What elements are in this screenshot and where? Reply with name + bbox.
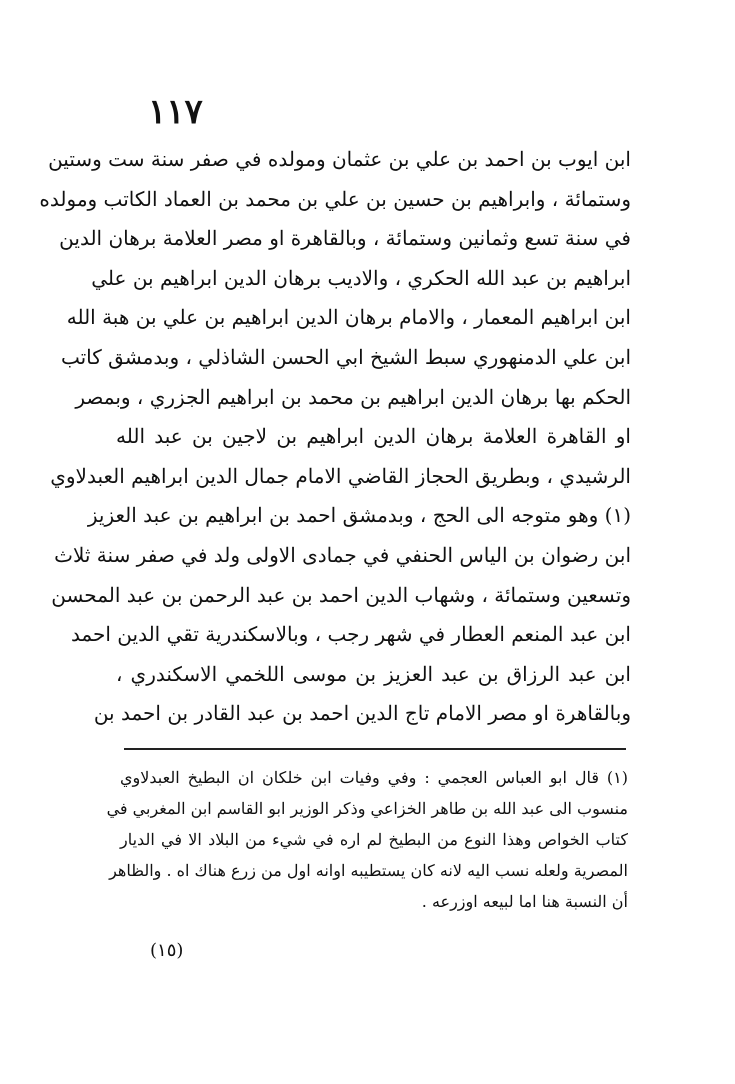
- footnote-line: (١) قال ابو العباس العجمي : وفي وفيات ابن خلكان ان البطيخ العبدلاوي: [120, 768, 628, 787]
- footnote-line: المصرية ولعله نسب اليه لانه كان يستطيبه اوانه اول من زرع هناك اه . والظاهر: [109, 861, 628, 880]
- text-line: في سنة تسع وثمانين وستمائة ، وبالقاهرة او مصر العلامة برهان الدين: [59, 226, 631, 251]
- text-line: ابن عبد المنعم العطار في شهر رجب ، وبالاسكندرية تقي الدين احمد: [70, 622, 631, 647]
- text-line: ابن علي الدمنهوري سبط الشيخ ابي الحسن الشاذلي ، وبدمشق كاتب: [60, 344, 631, 369]
- text-line: الرشيدي ، وبطريق الحجاز القاضي الامام جمال الدين ابراهيم العبدلاوي: [50, 463, 631, 488]
- text-line: وبالقاهرة او مصر الامام تاج الدين احمد بن عبد القادر بن احمد بن: [93, 701, 631, 726]
- text-line: وستمائة ، وابراهيم بن حسين بن علي بن محمد بن العماد الكاتب ومولده: [39, 186, 631, 211]
- text-line: ابن ابراهيم المعمار ، والامام برهان الدين ابراهيم بن علي بن هبة الله: [66, 305, 631, 330]
- text-line: وتسعين وستمائة ، وشهاب الدين احمد بن عبد الرحمن بن عبد المحسن: [51, 582, 631, 607]
- text-line: (١) وهو متوجه الى الحج ، وبدمشق احمد بن ابراهيم بن عبد العزيز: [87, 503, 631, 528]
- footnote-rule: [124, 748, 626, 750]
- footnote-line: أن النسبة هنا اما لبيعه اوزرعه .: [421, 892, 628, 911]
- page-number: ١١٧: [148, 92, 203, 132]
- text-line: ابن ايوب بن احمد بن علي بن عثمان ومولده في صفر سنة ست وستين: [48, 147, 631, 171]
- main-text: [39, 140, 631, 734]
- text-line: ابن عبد الرزاق بن عبد العزيز بن موسى اللخمي الاسكندري ،: [116, 661, 631, 686]
- text-line: ابراهيم بن عبد الله الحكري ، والاديب برهان الدين ابراهيم بن علي: [91, 265, 631, 290]
- footnote-line: كتاب الخواص وهذا النوع من البطيخ لم اره في شيء من البلاد الا في الديار: [120, 830, 628, 849]
- text-line: او القاهرة العلامة برهان الدين ابراهيم بن لاجين بن عبد الله: [116, 424, 631, 449]
- sheet-mark: (١٥): [150, 940, 184, 961]
- footnotes: [106, 762, 628, 917]
- text-line: الحكم بها برهان الدين ابراهيم بن محمد بن ابراهيم الجزري ، وبمصر: [75, 384, 631, 409]
- text-line: ابن رضوان بن الياس الحنفي في جمادى الاولى ولد في صفر سنة ثلاث: [54, 542, 631, 567]
- footnote-line: منسوب الى عبد الله بن طاهر الخزاعي وذكر الوزير ابو القاسم ابن المغربي في: [106, 799, 628, 818]
